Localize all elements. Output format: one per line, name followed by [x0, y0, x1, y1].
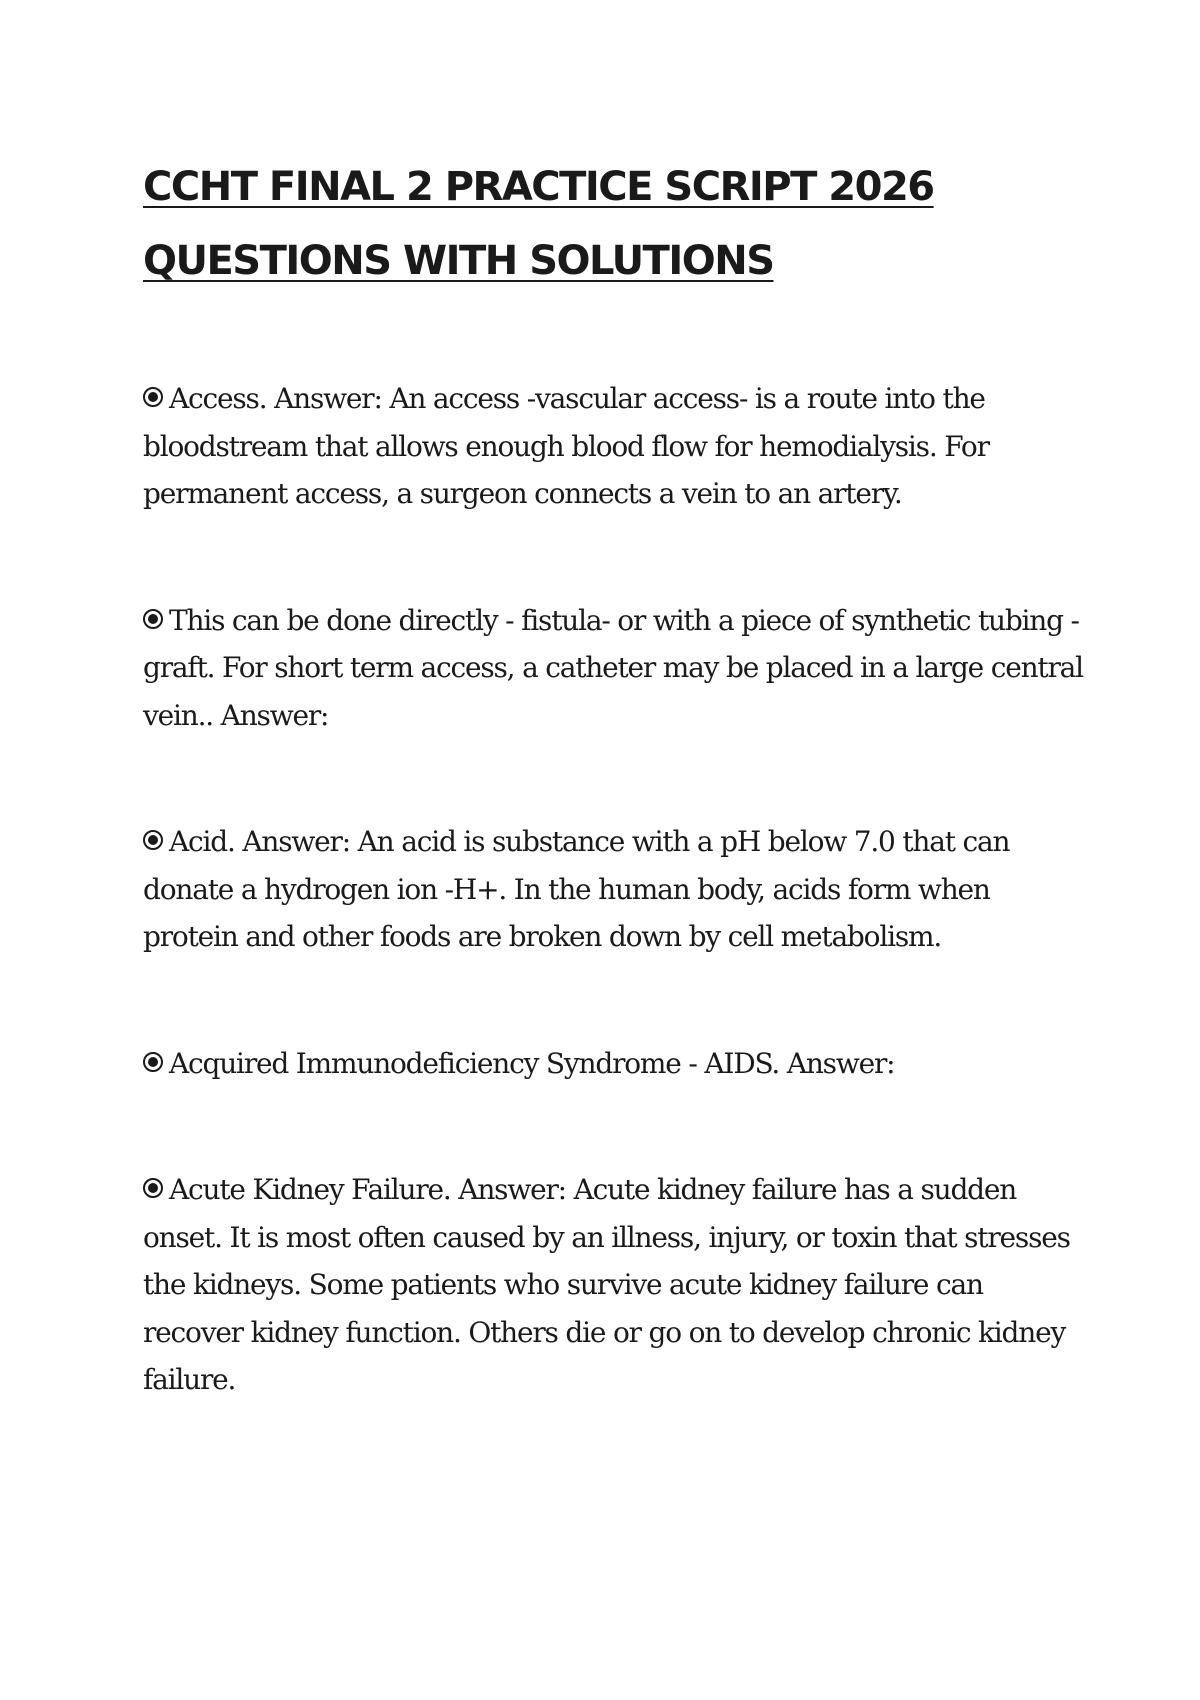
document-title — [143, 150, 1063, 298]
qa-entry-text: Access. Answer: An access -vascular access- is a route into the bloodstream that allows enough blood flow for hemodialysis. For permanent access, a surgeon connects a vein to an artery. — [143, 382, 989, 510]
radio-bullet-icon — [143, 1178, 163, 1198]
qa-entry-text: Acid. Answer: An acid is substance with a pH below 7.0 that can donate a hydrogen ion -H+. In the human body, acids form when protein and other foods are broken down by cell metabolism. — [143, 825, 1010, 953]
radio-bullet-icon — [143, 830, 163, 850]
radio-bullet-icon — [143, 609, 163, 629]
qa-entry-text: This can be done directly - fistula- or with a piece of synthetic tubing - graft. For short term access, a catheter may be placed in a large central vein.. Answer: — [143, 603, 1083, 732]
qa-list — [143, 375, 1083, 1404]
qa-entry-text: Acute Kidney Failure. Answer: Acute kidney failure has a sudden onset. It is most often caused by an illness, injury, or toxin that stresses the kidneys. Some patients who survive acute kidney failure can recover kidney function. Others die or go on to develop chronic kidney failure. — [143, 1173, 1070, 1396]
qa-entry-fistula-graft — [143, 597, 1083, 740]
radio-bullet-icon — [143, 1052, 163, 1072]
qa-entry-access — [143, 375, 1083, 518]
qa-entry-acute-kidney-failure — [143, 1166, 1083, 1404]
radio-bullet-icon — [143, 387, 163, 407]
qa-entry-acid — [143, 818, 1083, 961]
qa-entry-text: Acquired Immunodeficiency Syndrome - AIDS. Answer: — [169, 1046, 895, 1080]
title-line-2: QUESTIONS WITH SOLUTIONS — [143, 238, 774, 284]
qa-entry-aids — [143, 1040, 1083, 1088]
title-line-1: CCHT FINAL 2 PRACTICE SCRIPT 2026 — [143, 164, 934, 210]
